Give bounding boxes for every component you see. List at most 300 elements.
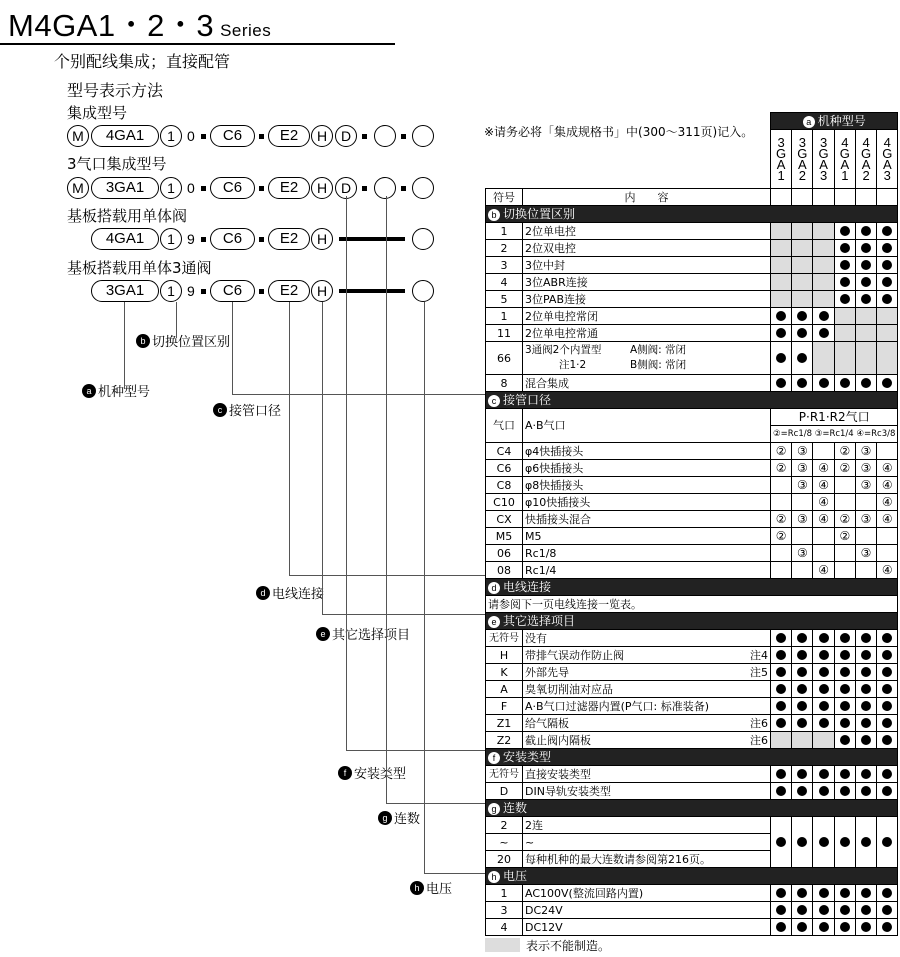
- symbol-cell: 8: [486, 375, 523, 392]
- available-dot-icon: [840, 277, 850, 287]
- content-cell: 3位中封: [523, 257, 771, 274]
- table-row: [486, 545, 898, 562]
- voltage-blank: [412, 177, 434, 199]
- symbol-cell: C10: [486, 494, 523, 511]
- mark-cell: [813, 443, 834, 460]
- content-cell: 臭氧切削油对应品: [523, 681, 771, 698]
- callout-h: [410, 878, 452, 897]
- mark-cell: [834, 545, 855, 562]
- available-dot-icon: [882, 633, 892, 643]
- available-dot-icon: [776, 786, 786, 796]
- model-heading: 型号表示方法: [67, 81, 164, 100]
- available-dot-icon: [797, 353, 807, 363]
- content-cell: 2位单电控常闭: [523, 308, 771, 325]
- thick-bar: [339, 289, 405, 293]
- mark-cell: [834, 766, 855, 783]
- mark-cell: [877, 545, 898, 562]
- mark-cell: [771, 630, 792, 647]
- port-size-code: C6: [210, 228, 255, 250]
- position-code: 1: [160, 125, 182, 147]
- not-available-cell: [771, 223, 792, 240]
- not-available-cell: [792, 732, 813, 749]
- row-label: 基板搭载用单体3通阀: [67, 259, 212, 277]
- section-header: [486, 613, 898, 630]
- model-name-3ga3: 3 G A 3: [813, 130, 834, 189]
- available-dot-icon: [776, 769, 786, 779]
- mark-cell: [792, 325, 813, 342]
- content-cell: 2位单电控常通: [523, 325, 771, 342]
- mark-cell: [877, 257, 898, 274]
- symbol-cell: ~: [486, 834, 523, 851]
- model-code: 3GA1: [91, 280, 159, 302]
- leader-c-h: [232, 394, 485, 395]
- section-title: c 接管口径: [486, 392, 898, 409]
- section-header: [486, 206, 898, 223]
- mark-cell: [877, 274, 898, 291]
- mark-cell: [813, 630, 834, 647]
- available-dot-icon: [882, 277, 892, 287]
- symbol-cell: 4: [486, 919, 523, 936]
- available-dot-icon: [861, 905, 871, 915]
- model-code: 4GA1: [91, 125, 159, 147]
- available-dot-icon: [840, 243, 850, 253]
- available-dot-icon: [776, 311, 786, 321]
- not-available-cell: [792, 274, 813, 291]
- row-label: 基板搭载用单体阀: [67, 207, 188, 225]
- content-cell: ~: [523, 834, 771, 851]
- leader-d-h: [289, 575, 485, 576]
- not-available-cell: [855, 342, 876, 375]
- section-header: [486, 749, 898, 766]
- mark-cell: [834, 885, 855, 902]
- table-row: [486, 902, 898, 919]
- mark-cell: [834, 902, 855, 919]
- badge-a-icon: a: [82, 384, 96, 398]
- available-dot-icon: [819, 905, 829, 915]
- table-row: [486, 562, 898, 579]
- mark-cell: [813, 902, 834, 919]
- not-available-cell: [877, 342, 898, 375]
- available-dot-icon: [840, 650, 850, 660]
- mark-cell: [877, 919, 898, 936]
- available-dot-icon: [861, 243, 871, 253]
- mark-cell: [834, 240, 855, 257]
- table-row: [486, 766, 898, 783]
- not-available-cell: [771, 257, 792, 274]
- available-dot-icon: [861, 294, 871, 304]
- mark-cell: [792, 189, 813, 206]
- mark-cell: [834, 375, 855, 392]
- callout-text: 电压: [426, 882, 453, 897]
- available-dot-icon: [797, 786, 807, 796]
- table-row: [486, 647, 898, 664]
- mark-cell: [877, 528, 898, 545]
- content-cell: 2位单电控: [523, 223, 771, 240]
- station-blank: [374, 177, 396, 199]
- available-dot-icon: [819, 786, 829, 796]
- content-cell: φ10快插接头: [523, 494, 771, 511]
- callout-c: [213, 400, 281, 419]
- callout-b: [136, 331, 230, 350]
- badge-f-icon: f: [338, 766, 352, 780]
- mark-cell: [813, 189, 834, 206]
- symbol-cell: 无符号: [486, 630, 523, 647]
- available-dot-icon: [797, 311, 807, 321]
- dash-mark: [401, 186, 406, 191]
- mark-cell: [855, 647, 876, 664]
- not-available-cell: [792, 240, 813, 257]
- content-cell: 3位ABR连接: [523, 274, 771, 291]
- mark-cell: [792, 885, 813, 902]
- callout-f: [338, 763, 406, 782]
- port-size-mark: ③: [855, 460, 876, 477]
- symbol-cell: K: [486, 664, 523, 681]
- available-dot-icon: [819, 378, 829, 388]
- callout-g: [378, 808, 420, 827]
- mark-cell: [877, 817, 898, 868]
- separator-digit: 0: [187, 180, 195, 196]
- symbol-cell: C4: [486, 443, 523, 460]
- not-available-cell: [771, 732, 792, 749]
- table-row: [486, 664, 898, 681]
- not-available-cell: [792, 223, 813, 240]
- leader-e: [322, 302, 323, 614]
- leader-h: [424, 302, 425, 873]
- dash-mark: [362, 186, 367, 191]
- mark-cell: [834, 477, 855, 494]
- symbol-cell: 无符号: [486, 766, 523, 783]
- available-dot-icon: [882, 701, 892, 711]
- badge-b-icon: b: [136, 334, 150, 348]
- callout-text: 接管口径: [229, 404, 282, 419]
- mark-cell: [771, 477, 792, 494]
- available-dot-icon: [840, 226, 850, 236]
- section-header: [486, 579, 898, 596]
- voltage-blank: [412, 125, 434, 147]
- symbol-cell: A: [486, 681, 523, 698]
- voltage-blank: [412, 228, 434, 250]
- available-dot-icon: [776, 684, 786, 694]
- mark-cell: [855, 223, 876, 240]
- symbol-cell: M5: [486, 528, 523, 545]
- section-badge-icon: g: [488, 803, 500, 815]
- table-row: [486, 732, 898, 749]
- available-dot-icon: [861, 260, 871, 270]
- mark-cell: [813, 817, 834, 868]
- available-dot-icon: [819, 328, 829, 338]
- not-available-cell: [813, 732, 834, 749]
- table-row: [486, 596, 898, 613]
- leader-d: [289, 302, 290, 575]
- mark-cell: [771, 885, 792, 902]
- content-cell: 直接安装类型: [523, 766, 771, 783]
- section-title: d 电线连接: [486, 579, 898, 596]
- symbol-cell: D: [486, 783, 523, 800]
- available-dot-icon: [797, 769, 807, 779]
- mark-cell: [771, 919, 792, 936]
- content-cell: 给气隔板 注6: [523, 715, 771, 732]
- available-dot-icon: [776, 353, 786, 363]
- table-row: [486, 223, 898, 240]
- mark-cell: [771, 766, 792, 783]
- symbol-cell: C8: [486, 477, 523, 494]
- content-cell: 截止阀内隔板 注6: [523, 732, 771, 749]
- mark-cell: [771, 647, 792, 664]
- table-row: [486, 698, 898, 715]
- leader-h-h: [424, 873, 485, 874]
- mark-cell: [792, 308, 813, 325]
- available-dot-icon: [819, 922, 829, 932]
- available-dot-icon: [861, 701, 871, 711]
- mark-cell: [855, 274, 876, 291]
- mark-cell: [771, 715, 792, 732]
- callout-text: 机种型号: [98, 385, 151, 400]
- subheader-row: [486, 409, 898, 426]
- mark-cell: [792, 375, 813, 392]
- available-dot-icon: [776, 922, 786, 932]
- available-dot-icon: [882, 718, 892, 728]
- available-dot-icon: [882, 684, 892, 694]
- symbol-cell: 5: [486, 291, 523, 308]
- symbol-cell: C6: [486, 460, 523, 477]
- available-dot-icon: [882, 650, 892, 660]
- available-dot-icon: [861, 888, 871, 898]
- mark-cell: [813, 545, 834, 562]
- mark-cell: [877, 664, 898, 681]
- model-name-3ga2: 3 G A 2: [792, 130, 813, 189]
- table-row: [486, 817, 898, 834]
- available-dot-icon: [840, 294, 850, 304]
- mount-code: D: [335, 125, 357, 147]
- leader-g: [386, 196, 387, 803]
- available-dot-icon: [819, 667, 829, 677]
- port-size-mark: ④: [877, 511, 898, 528]
- available-dot-icon: [776, 328, 786, 338]
- callout-text: 安装类型: [354, 767, 407, 782]
- available-dot-icon: [819, 311, 829, 321]
- mark-cell: [855, 528, 876, 545]
- mark-cell: [813, 698, 834, 715]
- section-title: b 切换位置区别: [486, 206, 898, 223]
- symbol-cell: 1: [486, 885, 523, 902]
- available-dot-icon: [797, 328, 807, 338]
- mark-cell: [877, 647, 898, 664]
- model-code: 4GA1: [91, 228, 159, 250]
- content-cell: 每种机种的最大连数请参阅第216页。: [523, 851, 771, 868]
- port-size-mark: ②: [771, 460, 792, 477]
- table-row: [486, 375, 898, 392]
- content-cell: DC12V: [523, 919, 771, 936]
- not-available-cell: [813, 223, 834, 240]
- available-dot-icon: [882, 378, 892, 388]
- model-name-4ga3: 4 G A 3: [877, 130, 898, 189]
- section-badge-icon: h: [488, 871, 500, 883]
- leader-c: [232, 302, 233, 394]
- dash-mark: [201, 134, 206, 139]
- dash-mark: [259, 134, 264, 139]
- mark-cell: [834, 291, 855, 308]
- mark-cell: [855, 681, 876, 698]
- mark-cell: [771, 664, 792, 681]
- option-code: H: [311, 125, 333, 147]
- mark-cell: [792, 817, 813, 868]
- table-row: [486, 443, 898, 460]
- available-dot-icon: [797, 837, 807, 847]
- mark-cell: [855, 291, 876, 308]
- mark-cell: [834, 698, 855, 715]
- section-badge-icon: f: [488, 752, 500, 764]
- content-cell: 3位PAB连接: [523, 291, 771, 308]
- mark-cell: [855, 817, 876, 868]
- available-dot-icon: [776, 650, 786, 660]
- mark-cell: [877, 223, 898, 240]
- port-size-mark: ③: [792, 545, 813, 562]
- title-text: M4GA1・2・3: [8, 8, 215, 43]
- not-available-cell: [834, 342, 855, 375]
- available-dot-icon: [861, 650, 871, 660]
- mark-cell: [834, 189, 855, 206]
- mark-cell: [877, 189, 898, 206]
- available-dot-icon: [819, 837, 829, 847]
- available-dot-icon: [840, 735, 850, 745]
- available-dot-icon: [861, 735, 871, 745]
- legend-text: 表示不能制造。: [526, 939, 611, 953]
- content-cell: Rc1/8: [523, 545, 771, 562]
- available-dot-icon: [797, 701, 807, 711]
- model-name-3ga1: 3 G A 1: [771, 130, 792, 189]
- callout-text: 电线连接: [272, 587, 325, 602]
- mark-cell: [855, 189, 876, 206]
- port-size-mark: ③: [792, 477, 813, 494]
- mark-cell: [813, 528, 834, 545]
- mark-cell: [855, 732, 876, 749]
- available-dot-icon: [819, 769, 829, 779]
- section-badge-icon: a: [803, 116, 815, 128]
- option-code: H: [311, 280, 333, 302]
- mark-cell: [813, 325, 834, 342]
- mark-cell: [792, 630, 813, 647]
- mark-cell: [855, 630, 876, 647]
- mark-cell: [792, 342, 813, 375]
- mark-cell: [877, 681, 898, 698]
- table-row: [486, 681, 898, 698]
- mark-cell: [792, 647, 813, 664]
- content-cell: 请参阅下一页电线连接一览表。: [486, 596, 898, 613]
- wiring-code: E2: [268, 125, 310, 147]
- position-code: 1: [160, 280, 182, 302]
- mark-cell: [813, 308, 834, 325]
- prefix-code: M: [67, 177, 89, 199]
- mark-cell: [792, 766, 813, 783]
- model-header: a 机种型号: [771, 113, 898, 130]
- mark-cell: [855, 562, 876, 579]
- symbol-cell: 08: [486, 562, 523, 579]
- thick-bar: [339, 237, 405, 241]
- mark-cell: [877, 715, 898, 732]
- available-dot-icon: [861, 837, 871, 847]
- badge-e-icon: e: [316, 627, 330, 641]
- mark-cell: [792, 715, 813, 732]
- wiring-code: E2: [268, 177, 310, 199]
- content-cell: 混合集成: [523, 375, 771, 392]
- section-badge-icon: c: [488, 395, 500, 407]
- port-size-mark: ③: [855, 545, 876, 562]
- table-note: ※请务必将「集成规格书」中(300～311页)记入。: [484, 125, 754, 139]
- not-available-cell: [877, 308, 898, 325]
- available-dot-icon: [840, 905, 850, 915]
- page-title: [8, 0, 271, 45]
- port-size-code: C6: [210, 177, 255, 199]
- mark-cell: [834, 647, 855, 664]
- mark-cell: [813, 375, 834, 392]
- not-available-cell: [771, 274, 792, 291]
- symbol-cell: 1: [486, 308, 523, 325]
- mark-cell: [877, 885, 898, 902]
- available-dot-icon: [882, 260, 892, 270]
- available-dot-icon: [882, 786, 892, 796]
- content-cell: 3通阀2个内置型 A侧阀: 常闭 注1·2 B侧阀: 常闭: [523, 342, 771, 375]
- option-code: H: [311, 177, 333, 199]
- mark-cell: [813, 783, 834, 800]
- available-dot-icon: [882, 294, 892, 304]
- section-title: f 安装类型: [486, 749, 898, 766]
- section-title: h 电压: [486, 868, 898, 885]
- mark-cell: [813, 715, 834, 732]
- table-row: [486, 291, 898, 308]
- symbol-cell: 2: [486, 817, 523, 834]
- available-dot-icon: [819, 650, 829, 660]
- badge-g-icon: g: [378, 811, 392, 825]
- available-dot-icon: [840, 769, 850, 779]
- symbol-cell: 2: [486, 240, 523, 257]
- model-code: 3GA1: [91, 177, 159, 199]
- dash-mark: [401, 134, 406, 139]
- mark-cell: [855, 257, 876, 274]
- separator-digit: 9: [187, 231, 195, 247]
- mark-cell: [855, 885, 876, 902]
- not-available-cell: [855, 308, 876, 325]
- available-dot-icon: [840, 786, 850, 796]
- port-legend: ②=Rc1/8 ③=Rc1/4 ④=Rc3/8: [771, 426, 898, 443]
- mark-cell: [877, 902, 898, 919]
- mark-cell: [834, 715, 855, 732]
- section-badge-icon: e: [488, 616, 500, 628]
- mark-cell: [834, 494, 855, 511]
- not-available-cell: [813, 240, 834, 257]
- content-cell: φ4快插接头: [523, 443, 771, 460]
- not-available-cell: [834, 308, 855, 325]
- available-dot-icon: [882, 667, 892, 677]
- mark-cell: [813, 766, 834, 783]
- content-cell: AC100V(整流回路内置): [523, 885, 771, 902]
- port-size-mark: ②: [834, 460, 855, 477]
- available-dot-icon: [882, 243, 892, 253]
- mark-cell: [877, 698, 898, 715]
- table-cell: [486, 113, 771, 189]
- available-dot-icon: [840, 684, 850, 694]
- content-cell: A·B气口: [523, 409, 771, 443]
- port-size-mark: ④: [877, 494, 898, 511]
- col-symbol-header: 符号: [486, 189, 523, 206]
- available-dot-icon: [861, 277, 871, 287]
- symbol-cell: F: [486, 698, 523, 715]
- mark-cell: [834, 732, 855, 749]
- available-dot-icon: [819, 684, 829, 694]
- not-available-cell: [813, 342, 834, 375]
- mark-cell: [792, 902, 813, 919]
- available-dot-icon: [776, 633, 786, 643]
- not-available-cell: [792, 291, 813, 308]
